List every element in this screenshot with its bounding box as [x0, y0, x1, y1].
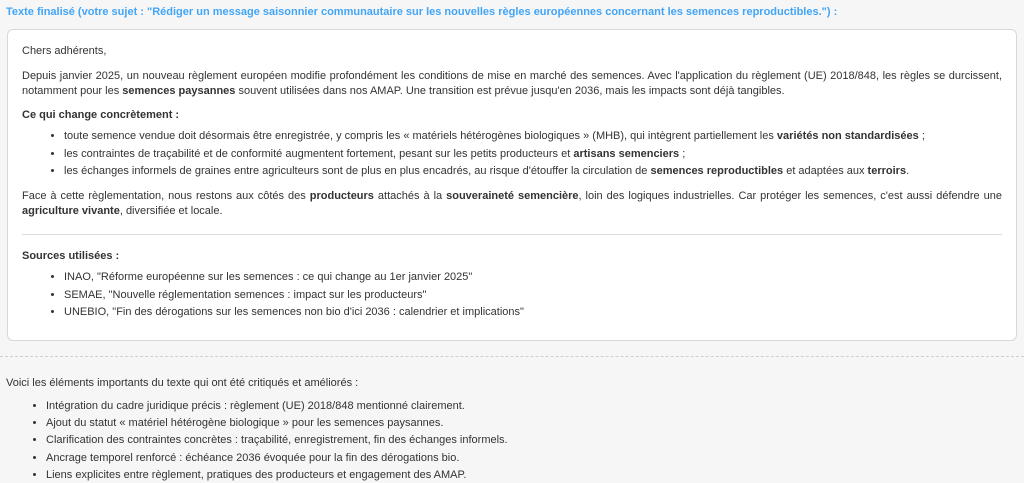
horizontal-divider	[22, 234, 1002, 235]
review-section	[0, 376, 1024, 483]
text-segment: attachés à la	[373, 189, 447, 202]
text-segment: toute semence vendue doit désormais être enregistrée, y compris les « matériels hétérogènes biologiques » (MHB), qui intègrent partiellement les	[64, 130, 777, 143]
text-segment: ;	[679, 147, 686, 160]
bold-text-segment: semences paysannes	[122, 84, 236, 97]
bold-text-segment: terroirs	[867, 164, 907, 177]
list-item: • Ajout du statut « matériel hétérogène biologique » pour les semences paysannes.	[46, 416, 1018, 431]
review-list	[6, 399, 1018, 483]
text-segment: Face à cette règlementation, nous restons aux côtés des	[22, 189, 310, 202]
dashed-divider	[0, 356, 1024, 357]
list-item: • INAO, "Réforme européenne sur les semences : ce qui change au 1er janvier 2025"	[64, 270, 1002, 285]
changes-list	[22, 129, 1002, 179]
bold-text-segment: producteurs	[309, 189, 374, 202]
list-item: • UNEBIO, "Fin des dérogations sur les semences non bio d'ici 2036 : calendrier et implications"	[64, 305, 1002, 320]
sources-heading: Sources utilisées :	[22, 250, 120, 263]
text-segment: les échanges informels de graines entre agriculteurs sont de plus en plus encadrés, au risque d'étouffer la circulation de	[64, 164, 651, 177]
greeting: Chers adhérents,	[22, 44, 107, 57]
list-item	[64, 129, 1002, 144]
review-intro: Voici les éléments importants du texte qui ont été critiqués et améliorés :	[6, 376, 359, 389]
bold-text-segment: agriculture vivante	[22, 204, 120, 217]
closing-paragraph	[22, 189, 1002, 219]
list-item: • Ancrage temporel renforcé : échéance 2036 évoquée pour la fin des dérogations bio.	[46, 451, 1018, 466]
list-item	[64, 147, 1002, 162]
changes-heading: Ce qui change concrètement :	[22, 109, 180, 122]
list-item: • Liens explicites entre règlement, pratiques des producteurs et engagement des AMAP.	[46, 468, 1018, 483]
list-item: • Intégration du cadre juridique précis : règlement (UE) 2018/848 mentionné clairement.	[46, 399, 1018, 414]
text-segment: les contraintes de traçabilité et de conformité augmentent fortement, pesant sur les petits producteurs et	[64, 147, 574, 160]
finalized-text-card	[7, 29, 1017, 341]
intro-paragraph	[22, 69, 1002, 99]
text-segment: , diversifiée et locale.	[119, 204, 223, 217]
text-segment: , loin des logiques industrielles. Car protéger les semences, c'est aussi défendre une	[578, 189, 1002, 202]
text-segment: Depuis janvier 2025, un nouveau règlement européen modifie profondément les conditions de mise en marché des semences. Avec l'application du règlement (UE) 2018/848, les règles se durcissent, notamment pour les	[22, 69, 1002, 97]
bold-text-segment: variétés non standardisées	[776, 130, 919, 143]
sources-list	[22, 270, 1002, 320]
text-segment: et adaptées aux	[783, 164, 868, 177]
bold-text-segment: artisans semenciers	[573, 147, 680, 160]
list-item: • Clarification des contraintes concrètes : traçabilité, enregistrement, fin des échanges informels.	[46, 433, 1018, 448]
text-segment: souvent utilisées dans nos AMAP. Une transition est prévue jusqu'en 2036, mais les impacts sont déjà tangibles.	[235, 84, 785, 97]
bold-text-segment: souveraineté semencière	[446, 189, 579, 202]
list-item: • SEMAE, "Nouvelle réglementation semences : impact sur les producteurs"	[64, 288, 1002, 303]
list-item	[64, 164, 1002, 179]
text-segment: ;	[918, 130, 925, 143]
finalized-text-heading: Texte finalisé (votre sujet : "Rédiger un message saisonnier communautaire sur les nouvelles règles européennes concernant les semences reproductibles.") :	[6, 6, 838, 18]
text-segment: .	[906, 164, 910, 177]
bold-text-segment: semences reproductibles	[650, 164, 784, 177]
